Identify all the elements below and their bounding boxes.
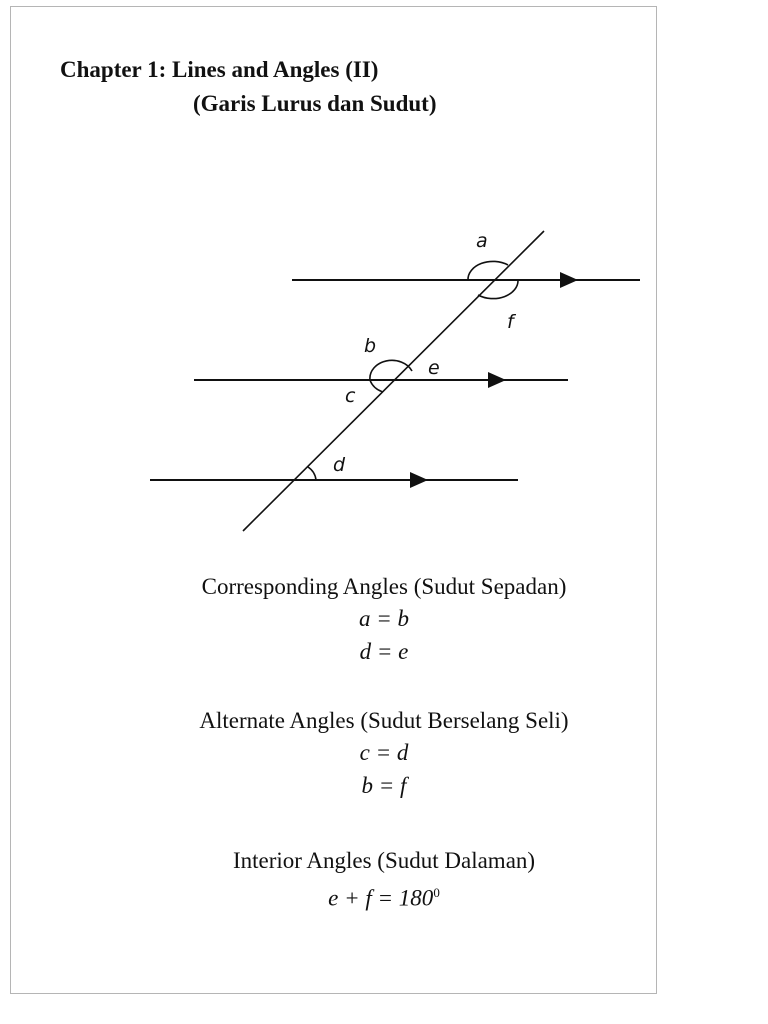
angle-arc-c	[370, 380, 383, 392]
interior-equation-text: e + f = 180	[328, 885, 434, 911]
angle-label-a: a	[476, 230, 488, 252]
angle-label-d: d	[333, 454, 346, 476]
chapter-subtitle: (Garis Lurus dan Sudut)	[193, 91, 437, 116]
angle-label-c: c	[345, 385, 356, 407]
corresponding-angles-heading: Corresponding Angles (Sudut Sepadan)	[201, 574, 567, 599]
degree-superscript: 0	[433, 885, 440, 900]
angle-label-e: e	[428, 357, 440, 379]
angle-label-f: f	[507, 311, 514, 333]
angle-arc-d	[308, 467, 316, 480]
arrowhead-middle	[488, 372, 506, 388]
angle-arc-f	[478, 280, 518, 299]
chapter-title: Chapter 1: Lines and Angles (II)	[60, 57, 379, 82]
arrowhead-top	[560, 272, 578, 288]
angle-label-b: b	[364, 335, 377, 357]
angle-arc-b	[370, 360, 412, 380]
alternate-equation-2: b = f	[361, 773, 407, 798]
alternate-equation-1: c = d	[359, 740, 409, 765]
interior-equation	[0, 876, 768, 915]
angle-arc-a	[468, 261, 508, 280]
interior-angles-heading: Interior Angles (Sudut Dalaman)	[232, 848, 536, 873]
corresponding-equation-2: d = e	[359, 639, 409, 664]
arrowhead-bottom	[410, 472, 428, 488]
alternate-angles-heading: Alternate Angles (Sudut Berselang Seli)	[199, 708, 569, 733]
corresponding-angles-section	[0, 572, 768, 668]
alternate-angles-section	[0, 706, 768, 802]
interior-angles-section	[0, 846, 768, 915]
corresponding-equation-1: a = b	[358, 606, 410, 631]
